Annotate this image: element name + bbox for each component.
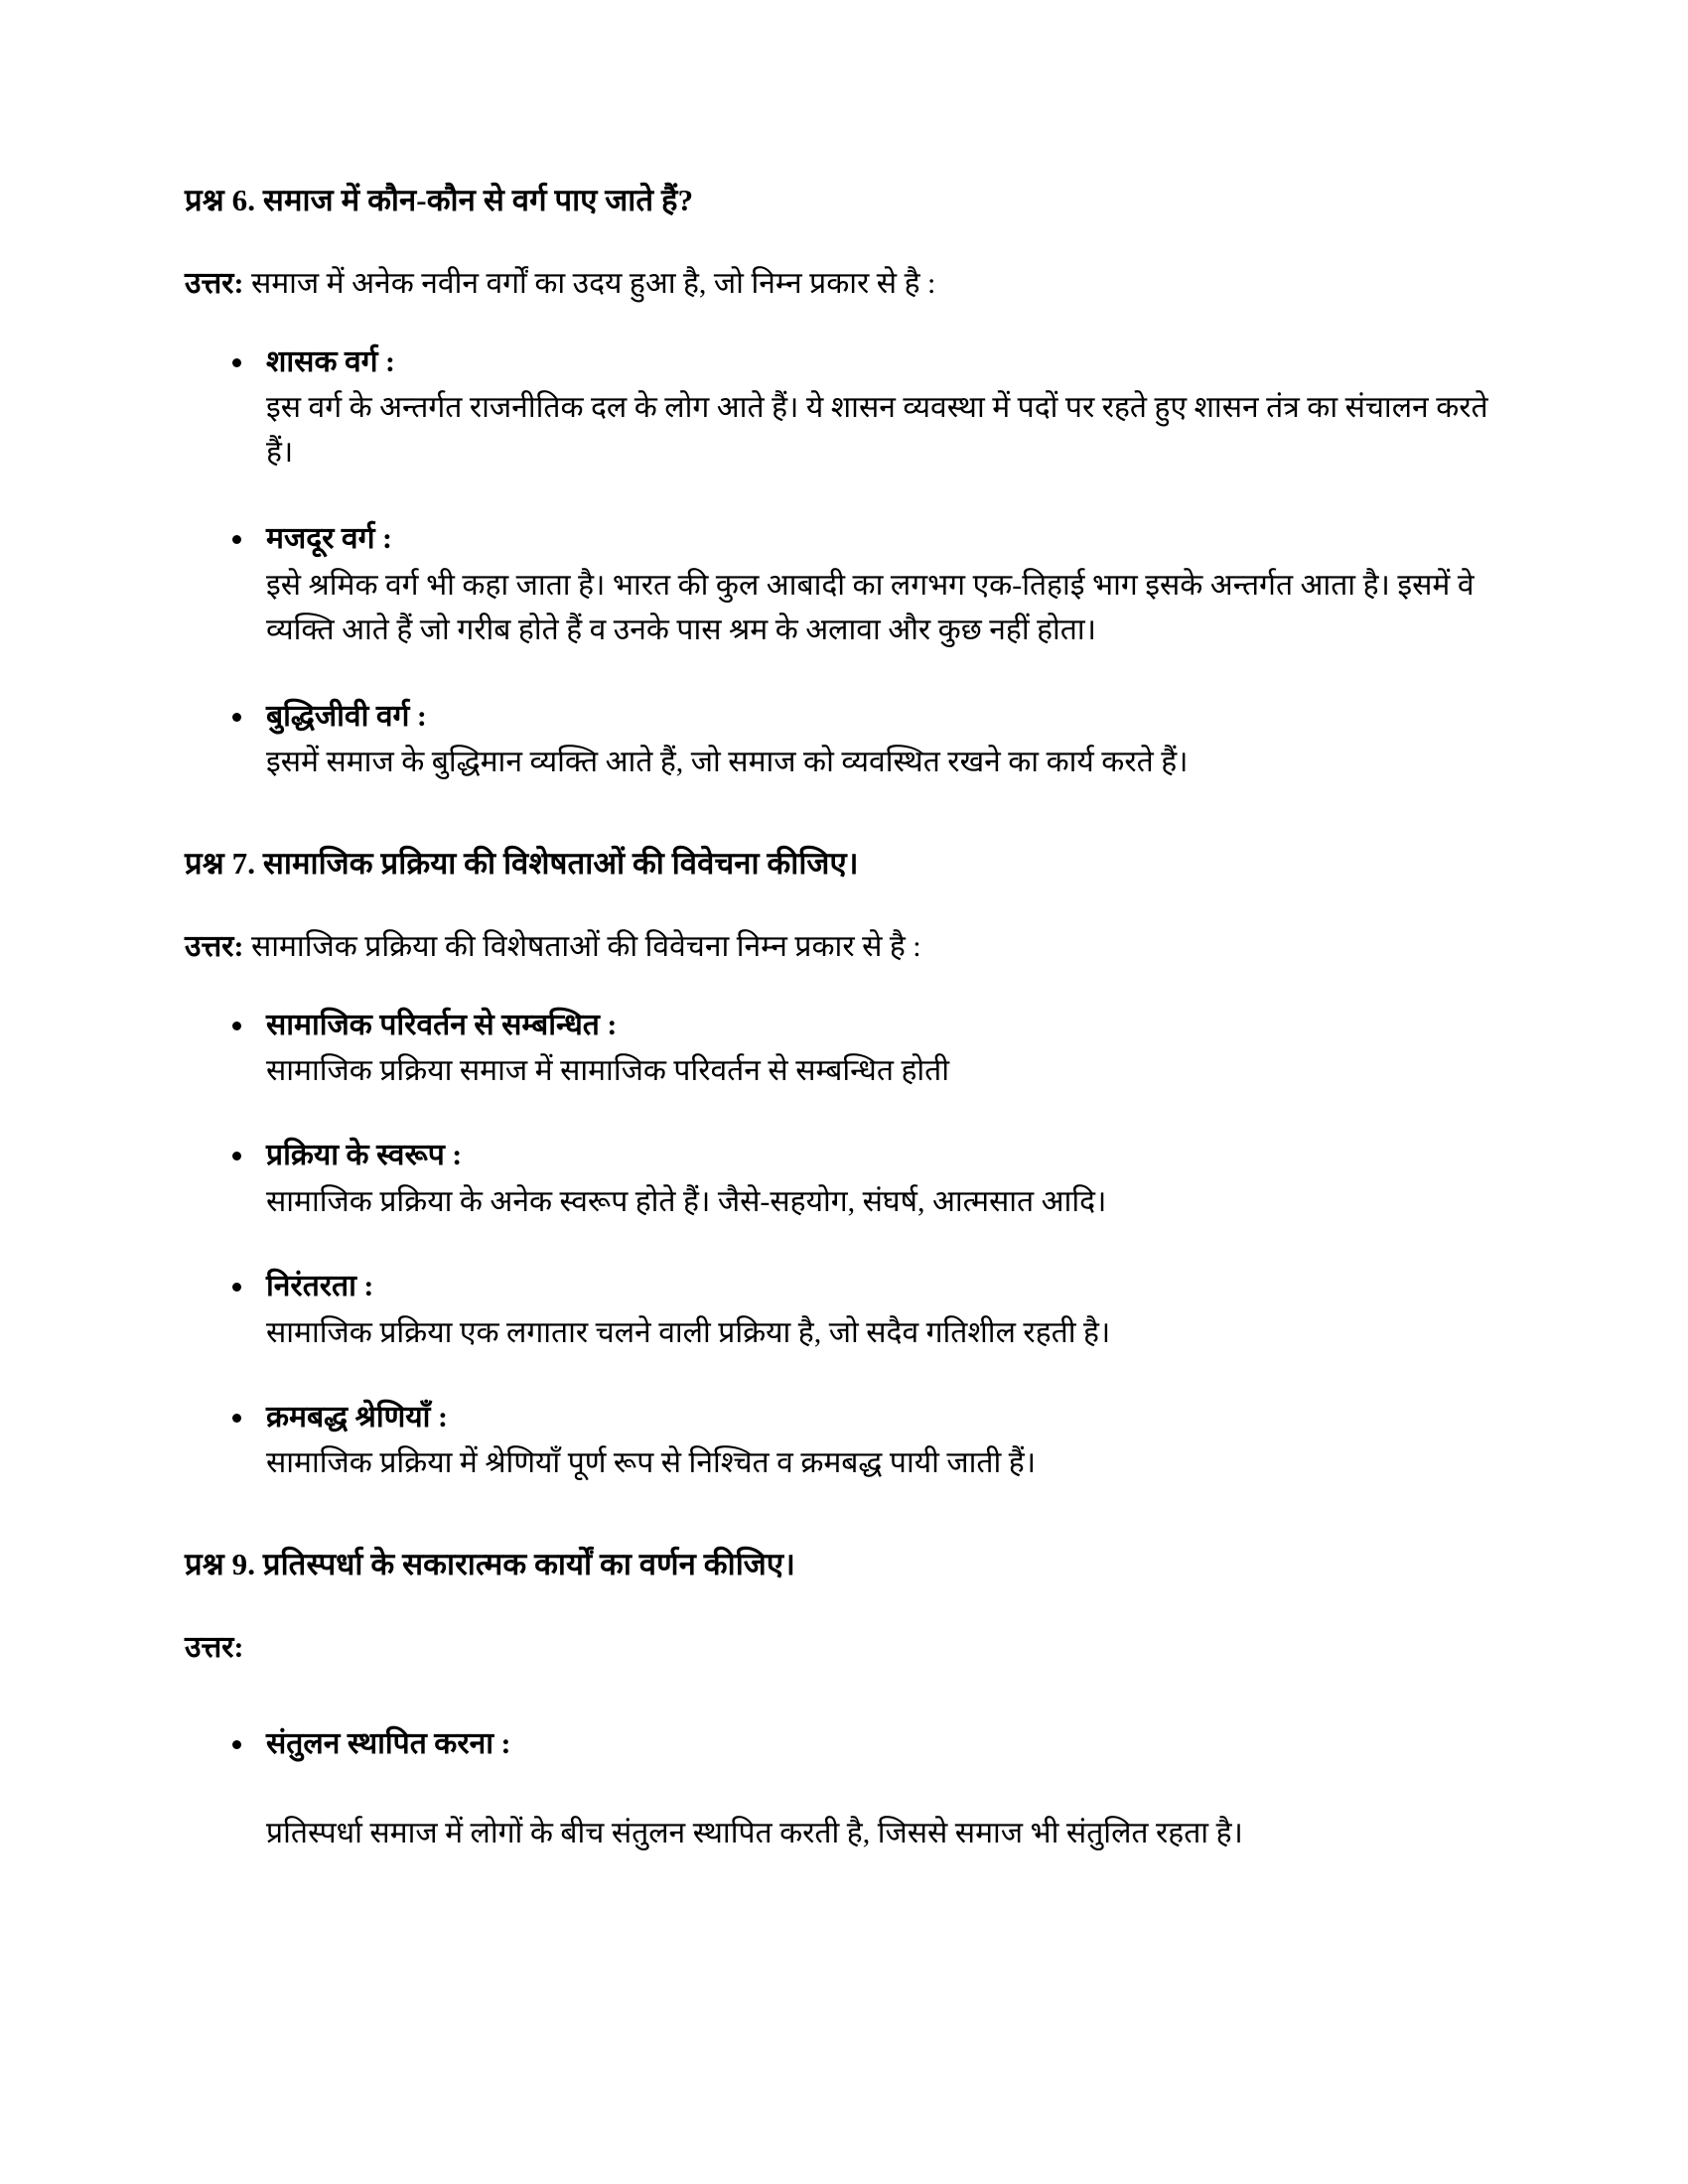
document-body: [185, 179, 1505, 1855]
bullet-text: इसे श्रमिक वर्ग भी कहा जाता है। भारत की कुल आबादी का लगभग एक-तिहाई भाग इसके अन्तर्गत आता है। इसमें वे व्यक्ति आते हैं जो गरीब होते हैं व उनके पास श्रम के अलावा और कुछ नहीं होता।: [266, 568, 1475, 646]
bullet-dot-icon: [232, 1022, 241, 1030]
bullet-title: क्रमबद्ध श्रेणियाँ :: [266, 1400, 448, 1433]
bullet-dot-icon: [232, 1152, 241, 1160]
answer-intro-6: [185, 262, 1505, 306]
list-item: [185, 1135, 1505, 1224]
list-item: [185, 341, 1505, 476]
list-item: [185, 1723, 1505, 1856]
bullet-text: सामाजिक प्रक्रिया में श्रेणियाँ पूर्ण रूप से निश्चित व क्रमबद्ध पायी जाती हैं।: [266, 1446, 1037, 1480]
bullet-title: मजदूर वर्ग :: [266, 522, 392, 556]
bullet-title: निरंतरता :: [266, 1270, 374, 1302]
bullet-text: सामाजिक प्रक्रिया समाज में सामाजिक परिवर्तन से सम्बन्धित होती: [266, 1054, 950, 1088]
answer-intro-9: [185, 1626, 1505, 1670]
list-item: [185, 518, 1505, 652]
bullet-text: इसमें समाज के बुद्धिमान व्यक्ति आते हैं, जो समाज को व्यवस्थित रखने का कार्य करते हैं।: [266, 746, 1189, 779]
bullet-title: शासक वर्ग :: [266, 344, 396, 378]
bullet-text: प्रतिस्पर्धा समाज में लोगों के बीच संतुलन स्थापित करती है, जिससे समाज भी संतुलित रहता है।: [266, 1817, 1243, 1850]
bullet-title: बुद्धिजीवी वर्ग :: [266, 699, 427, 733]
question-heading-7: प्रश्न 7. सामाजिक प्रक्रिया की विशेषताओं की विवेचना कीजिए।: [185, 846, 859, 882]
answer-intro-7: [185, 925, 1505, 969]
answer-intro-text-6: समाज में अनेक नवीन वर्गों का उदय हुआ है, जो निम्न प्रकार से है :: [250, 267, 936, 301]
list-item: [185, 1397, 1505, 1486]
bullet-list-6: [185, 341, 1505, 785]
question-heading-9: प्रश्न 9. प्रतिस्पर्धा के सकारात्मक कार्यों का वर्णन कीजिए।: [185, 1547, 795, 1582]
bullet-dot-icon: [232, 535, 241, 544]
list-item: [185, 696, 1505, 785]
bullet-list-7: [185, 1005, 1505, 1485]
bullet-list-9: [185, 1723, 1505, 1856]
bullet-dot-icon: [232, 1283, 241, 1292]
answer-intro-text-7: सामाजिक प्रक्रिया की विशेषताओं की विवेचना निम्न प्रकार से है :: [250, 930, 921, 964]
bullet-title: सामाजिक परिवर्तन से सम्बन्धित :: [266, 1008, 618, 1041]
bullet-dot-icon: [232, 1740, 241, 1749]
bullet-dot-icon: [232, 713, 241, 722]
bullet-title: संतुलन स्थापित करना :: [266, 1726, 511, 1760]
list-item: [185, 1005, 1505, 1094]
question-heading-6: प्रश्न 6. समाज में कौन-कौन से वर्ग पाए जाते हैं?: [185, 183, 694, 217]
bullet-dot-icon: [232, 1414, 241, 1423]
bullet-dot-icon: [232, 358, 241, 367]
bullet-title: प्रक्रिया के स्वरूप :: [266, 1139, 463, 1172]
bullet-text: इस वर्ग के अन्तर्गत राजनीतिक दल के लोग आते हैं। ये शासन व्यवस्था में पदों पर रहते हुए शासन तंत्र का संचालन करते हैं।: [266, 391, 1488, 470]
list-item: [185, 1266, 1505, 1355]
answer-label-9: उत्तर:: [185, 1631, 244, 1665]
answer-label-6: उत्तर:: [185, 267, 244, 301]
bullet-text: सामाजिक प्रक्रिया एक लगातार चलने वाली प्रक्रिया है, जो सदैव गतिशील रहती है।: [266, 1315, 1111, 1349]
answer-label-7: उत्तर:: [185, 930, 244, 964]
bullet-text: सामाजिक प्रक्रिया के अनेक स्वरूप होते हैं। जैसे-सहयोग, संघर्ष, आत्मसात आदि।: [266, 1185, 1107, 1218]
